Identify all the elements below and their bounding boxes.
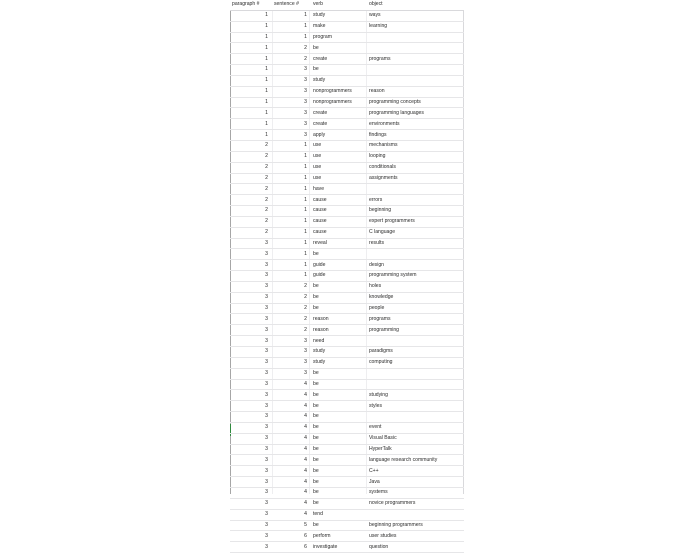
cell-sentence[interactable]: 1 [272,162,311,173]
table-row[interactable] [230,119,464,130]
table-row[interactable] [230,368,464,379]
cell-verb[interactable]: use [311,173,367,184]
cell-verb[interactable]: be [311,422,367,433]
column-header-object[interactable]: object [367,0,464,10]
cell-sentence[interactable]: 2 [272,303,311,314]
cell-sentence[interactable]: 4 [272,390,311,401]
cell-paragraph[interactable]: 3 [230,444,272,455]
table-row[interactable] [230,65,464,76]
cell-sentence[interactable]: 4 [272,401,311,412]
cell-object[interactable] [367,75,464,86]
cell-paragraph[interactable]: 2 [230,227,272,238]
cell-verb[interactable]: reason [311,314,367,325]
cell-object[interactable]: beginning programmers [367,520,464,531]
table-row[interactable] [230,401,464,412]
cell-object[interactable] [367,379,464,390]
table-row[interactable] [230,477,464,488]
cell-paragraph[interactable]: 3 [230,520,272,531]
cell-sentence[interactable]: 4 [272,433,311,444]
table-row[interactable] [230,249,464,260]
cell-verb[interactable]: reason [311,325,367,336]
table-row[interactable] [230,336,464,347]
table-row[interactable] [230,412,464,423]
cell-object[interactable] [367,336,464,347]
cell-paragraph[interactable]: 1 [230,54,272,65]
cell-sentence[interactable]: 4 [272,422,311,433]
table-row[interactable] [230,509,464,520]
cell-sentence[interactable]: 1 [272,21,311,32]
cell-verb[interactable]: cause [311,227,367,238]
cell-object[interactable]: novice programmers [367,498,464,509]
table-row[interactable] [230,292,464,303]
cell-sentence[interactable]: 1 [272,271,311,282]
table-row[interactable] [230,487,464,498]
table-row[interactable] [230,10,464,21]
table-row[interactable] [230,303,464,314]
cell-sentence[interactable]: 5 [272,520,311,531]
cell-verb[interactable]: investigate [311,542,367,553]
cell-verb[interactable]: be [311,390,367,401]
cell-paragraph[interactable]: 3 [230,238,272,249]
cell-paragraph[interactable]: 1 [230,43,272,54]
cell-object[interactable]: programming concepts [367,97,464,108]
cell-object[interactable]: expert programmers [367,216,464,227]
cell-sentence[interactable]: 3 [272,86,311,97]
cell-paragraph[interactable]: 1 [230,75,272,86]
table-row[interactable] [230,520,464,531]
cell-sentence[interactable]: 1 [272,238,311,249]
cell-object[interactable] [367,412,464,423]
cell-sentence[interactable]: 2 [272,314,311,325]
table-row[interactable] [230,455,464,466]
cell-sentence[interactable]: 3 [272,108,311,119]
cell-sentence[interactable]: 1 [272,184,311,195]
cell-sentence[interactable]: 1 [272,195,311,206]
cell-verb[interactable]: guide [311,260,367,271]
cell-verb[interactable]: apply [311,130,367,141]
cell-verb[interactable]: study [311,75,367,86]
cell-paragraph[interactable]: 1 [230,21,272,32]
cell-object[interactable]: programming system [367,271,464,282]
table-row[interactable] [230,108,464,119]
cell-paragraph[interactable]: 3 [230,487,272,498]
cell-object[interactable]: styles [367,401,464,412]
cell-object[interactable]: programming [367,325,464,336]
cell-paragraph[interactable]: 3 [230,314,272,325]
table-row[interactable] [230,390,464,401]
data-table [230,0,464,553]
cell-verb[interactable]: study [311,347,367,358]
cell-verb[interactable]: be [311,466,367,477]
table-row[interactable] [230,466,464,477]
table-row[interactable] [230,43,464,54]
cell-paragraph[interactable]: 3 [230,249,272,260]
cell-paragraph[interactable]: 3 [230,455,272,466]
cell-paragraph[interactable]: 1 [230,32,272,43]
cell-paragraph[interactable]: 2 [230,173,272,184]
cell-paragraph[interactable]: 3 [230,433,272,444]
cell-sentence[interactable]: 4 [272,509,311,520]
table-row[interactable] [230,86,464,97]
cell-verb[interactable]: be [311,455,367,466]
cell-verb[interactable]: create [311,108,367,119]
cell-sentence[interactable]: 4 [272,487,311,498]
cell-verb[interactable]: be [311,498,367,509]
cell-paragraph[interactable]: 2 [230,162,272,173]
cell-sentence[interactable]: 4 [272,498,311,509]
cell-verb[interactable]: nonprogrammers [311,86,367,97]
cell-object[interactable]: design [367,260,464,271]
cell-object[interactable]: conditionals [367,162,464,173]
table-row[interactable] [230,130,464,141]
cell-paragraph[interactable]: 3 [230,542,272,553]
cell-object[interactable]: language research community [367,455,464,466]
cell-object[interactable]: mechanisms [367,140,464,151]
cell-sentence[interactable]: 6 [272,542,311,553]
cell-verb[interactable]: use [311,162,367,173]
cell-sentence[interactable]: 4 [272,477,311,488]
cell-paragraph[interactable]: 3 [230,292,272,303]
cell-verb[interactable]: be [311,379,367,390]
table-row[interactable] [230,32,464,43]
cell-object[interactable]: HyperTalk [367,444,464,455]
table-row[interactable] [230,162,464,173]
table-row[interactable] [230,271,464,282]
cell-sentence[interactable]: 3 [272,119,311,130]
cell-sentence[interactable]: 1 [272,173,311,184]
table-header [230,0,464,10]
cell-verb[interactable]: use [311,151,367,162]
cell-verb[interactable]: cause [311,216,367,227]
cell-paragraph[interactable]: 3 [230,379,272,390]
cell-verb[interactable]: nonprogrammers [311,97,367,108]
cell-sentence[interactable]: 4 [272,412,311,423]
cell-object[interactable]: ways [367,10,464,21]
cell-paragraph[interactable]: 3 [230,422,272,433]
cell-sentence[interactable]: 3 [272,130,311,141]
cell-object[interactable]: question [367,542,464,553]
table-row[interactable] [230,21,464,32]
cell-object[interactable]: C language [367,227,464,238]
cell-sentence[interactable]: 1 [272,32,311,43]
table-row[interactable] [230,325,464,336]
table-row[interactable] [230,151,464,162]
cell-paragraph[interactable]: 2 [230,216,272,227]
cell-sentence[interactable]: 2 [272,281,311,292]
cell-sentence[interactable]: 4 [272,379,311,390]
cell-paragraph[interactable]: 3 [230,466,272,477]
table-row[interactable] [230,206,464,217]
cell-object[interactable]: Java [367,477,464,488]
cell-object[interactable] [367,43,464,54]
table-row[interactable] [230,433,464,444]
cell-paragraph[interactable]: 3 [230,498,272,509]
cell-paragraph[interactable]: 1 [230,119,272,130]
table-row[interactable] [230,542,464,553]
cell-paragraph[interactable]: 1 [230,130,272,141]
column-header-verb[interactable]: verb [311,0,367,10]
cell-sentence[interactable]: 4 [272,444,311,455]
column-header-paragraph[interactable]: paragraph # [230,0,272,10]
cell-sentence[interactable]: 3 [272,368,311,379]
cell-sentence[interactable]: 3 [272,347,311,358]
cell-object[interactable]: assignments [367,173,464,184]
cell-sentence[interactable]: 2 [272,325,311,336]
table-row[interactable] [230,260,464,271]
cell-sentence[interactable]: 2 [272,43,311,54]
cell-verb[interactable]: create [311,54,367,65]
cell-object[interactable]: systems [367,487,464,498]
cell-verb[interactable]: program [311,32,367,43]
cell-verb[interactable]: be [311,292,367,303]
table-row[interactable] [230,97,464,108]
cell-paragraph[interactable]: 3 [230,336,272,347]
cell-object[interactable]: studying [367,390,464,401]
cell-verb[interactable]: be [311,65,367,76]
cell-verb[interactable]: reveal [311,238,367,249]
cell-paragraph[interactable]: 3 [230,281,272,292]
table-row[interactable] [230,54,464,65]
cell-object[interactable]: holes [367,281,464,292]
cell-paragraph[interactable]: 3 [230,401,272,412]
table-row[interactable] [230,184,464,195]
table-row[interactable] [230,195,464,206]
table-header-row [230,0,464,10]
cell-verb[interactable]: perform [311,531,367,542]
table-row[interactable] [230,281,464,292]
cell-object[interactable]: looping [367,151,464,162]
cell-verb[interactable]: cause [311,206,367,217]
cell-object[interactable]: programming languages [367,108,464,119]
cell-object[interactable]: C++ [367,466,464,477]
table-row[interactable] [230,238,464,249]
cell-sentence[interactable]: 4 [272,466,311,477]
table-row[interactable] [230,140,464,151]
cell-verb[interactable]: make [311,21,367,32]
cell-verb[interactable]: study [311,357,367,368]
cell-object[interactable]: errors [367,195,464,206]
cell-object[interactable] [367,249,464,260]
cell-object[interactable]: results [367,238,464,249]
cell-object[interactable]: findings [367,130,464,141]
cell-sentence[interactable]: 3 [272,97,311,108]
cell-verb[interactable]: tend [311,509,367,520]
cell-paragraph[interactable]: 3 [230,271,272,282]
cell-object[interactable] [367,32,464,43]
cell-verb[interactable]: be [311,401,367,412]
table-row[interactable] [230,75,464,86]
cell-sentence[interactable]: 3 [272,336,311,347]
table-row[interactable] [230,314,464,325]
cell-object[interactable]: knowledge [367,292,464,303]
cell-sentence[interactable]: 4 [272,455,311,466]
cell-paragraph[interactable]: 1 [230,86,272,97]
cell-object[interactable] [367,368,464,379]
table-row[interactable] [230,444,464,455]
cell-sentence[interactable]: 2 [272,54,311,65]
cell-object[interactable] [367,509,464,520]
cell-paragraph[interactable]: 3 [230,260,272,271]
table-row[interactable] [230,173,464,184]
table-row[interactable] [230,531,464,542]
cell-paragraph[interactable]: 1 [230,10,272,21]
cell-paragraph[interactable]: 3 [230,357,272,368]
cell-verb[interactable]: have [311,184,367,195]
cell-object[interactable]: beginning [367,206,464,217]
cell-object[interactable]: people [367,303,464,314]
cell-verb[interactable]: study [311,10,367,21]
cell-verb[interactable]: be [311,433,367,444]
cell-verb[interactable]: guide [311,271,367,282]
cell-verb[interactable]: be [311,368,367,379]
cell-object[interactable]: environments [367,119,464,130]
cell-object[interactable]: Visual Basic [367,433,464,444]
cell-paragraph[interactable]: 3 [230,303,272,314]
cell-verb[interactable]: be [311,487,367,498]
cell-paragraph[interactable]: 3 [230,347,272,358]
cell-paragraph[interactable]: 1 [230,65,272,76]
table-row[interactable] [230,357,464,368]
cell-verb[interactable]: be [311,281,367,292]
cell-verb[interactable]: use [311,140,367,151]
cell-sentence[interactable]: 1 [272,227,311,238]
cell-object[interactable]: user studies [367,531,464,542]
cell-verb[interactable]: be [311,520,367,531]
cell-verb[interactable]: be [311,444,367,455]
table-body [230,10,464,552]
cell-sentence[interactable]: 1 [272,10,311,21]
cell-paragraph[interactable]: 3 [230,325,272,336]
cell-verb[interactable]: be [311,477,367,488]
cell-verb[interactable]: be [311,249,367,260]
cell-sentence[interactable]: 3 [272,357,311,368]
cell-object[interactable]: programs [367,314,464,325]
cell-verb[interactable]: create [311,119,367,130]
cell-object[interactable]: event [367,422,464,433]
table-row[interactable] [230,422,464,433]
data-table-container [230,0,464,553]
cell-paragraph[interactable]: 3 [230,509,272,520]
cell-paragraph[interactable]: 2 [230,140,272,151]
cell-sentence[interactable]: 1 [272,260,311,271]
cell-verb[interactable]: cause [311,195,367,206]
cell-object[interactable]: computing [367,357,464,368]
cell-paragraph[interactable]: 3 [230,368,272,379]
cell-object[interactable]: learning [367,21,464,32]
cell-object[interactable] [367,184,464,195]
table-row[interactable] [230,216,464,227]
cell-sentence[interactable]: 1 [272,216,311,227]
cell-sentence[interactable]: 3 [272,65,311,76]
cell-object[interactable]: paradigms [367,347,464,358]
table-row[interactable] [230,227,464,238]
cell-sentence[interactable]: 3 [272,75,311,86]
cell-paragraph[interactable]: 2 [230,151,272,162]
cell-paragraph[interactable]: 3 [230,477,272,488]
cell-sentence[interactable]: 6 [272,531,311,542]
table-row[interactable] [230,347,464,358]
table-row[interactable] [230,379,464,390]
cell-verb[interactable]: need [311,336,367,347]
cell-sentence[interactable]: 1 [272,249,311,260]
cell-sentence[interactable]: 2 [272,292,311,303]
cell-object[interactable]: programs [367,54,464,65]
cell-verb[interactable]: be [311,43,367,54]
cell-verb[interactable]: be [311,412,367,423]
cell-paragraph[interactable]: 1 [230,108,272,119]
cell-paragraph[interactable]: 1 [230,97,272,108]
cell-paragraph[interactable]: 2 [230,184,272,195]
cell-paragraph[interactable]: 3 [230,390,272,401]
table-row[interactable] [230,498,464,509]
cell-sentence[interactable]: 1 [272,140,311,151]
cell-object[interactable] [367,65,464,76]
cell-verb[interactable]: be [311,303,367,314]
cell-paragraph[interactable]: 2 [230,206,272,217]
cell-paragraph[interactable]: 3 [230,531,272,542]
cell-paragraph[interactable]: 3 [230,412,272,423]
cell-sentence[interactable]: 1 [272,151,311,162]
cell-sentence[interactable]: 1 [272,206,311,217]
cell-paragraph[interactable]: 2 [230,195,272,206]
cell-object[interactable]: reason [367,86,464,97]
column-header-sentence[interactable]: sentence # [272,0,311,10]
